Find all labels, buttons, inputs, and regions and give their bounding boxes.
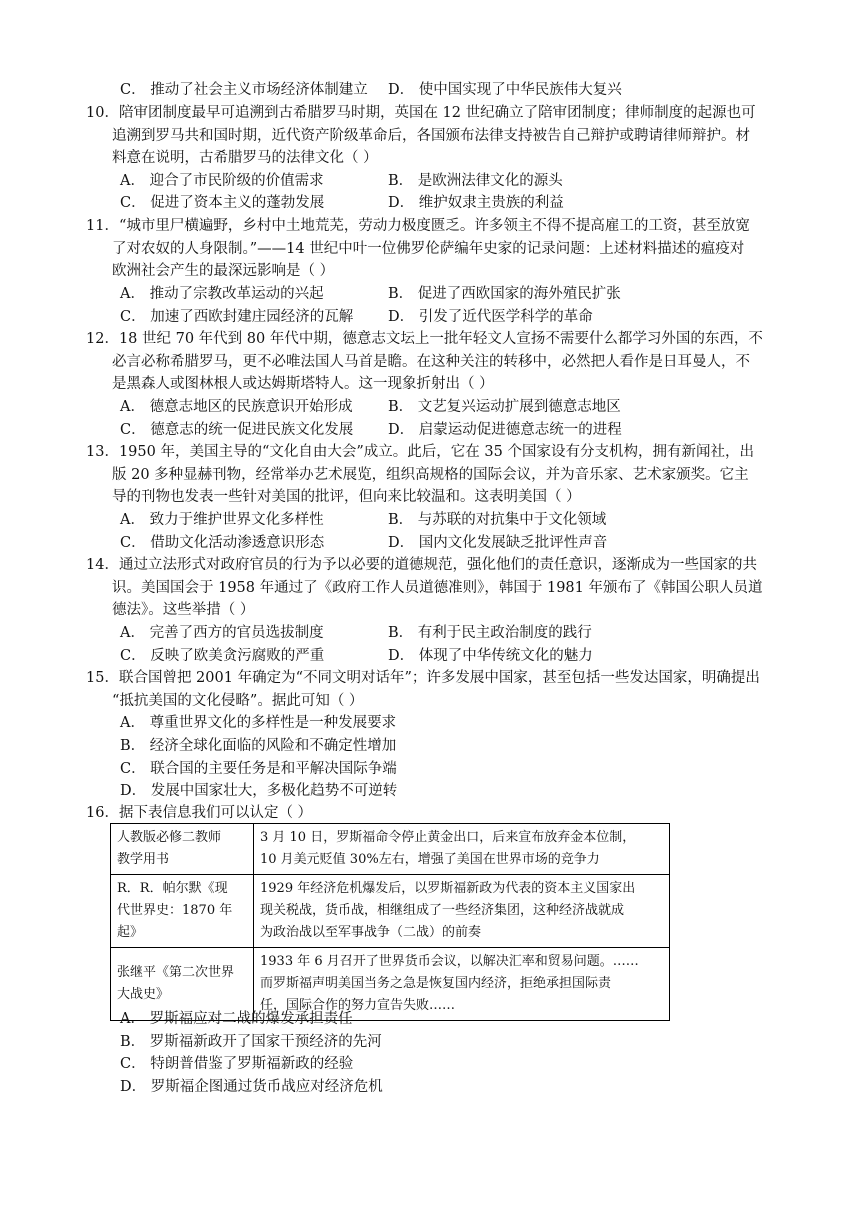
q16-option-a: A． 罗斯福应对二战的爆发承担责任	[120, 1011, 353, 1027]
q16-option-d: D． 罗斯福企图通过货币战应对经济危机	[120, 1079, 383, 1095]
q15-stem-line-2: “抵抗美国的文化侵略”。据此可知（ ）	[112, 693, 364, 709]
table-row	[111, 824, 670, 875]
q12-stem-line-1: 12．18 世纪 70 年代到 80 年代中期，德意志文坛上一批年轻文人宣扬不需要什么都学习外国的东西，不	[86, 331, 763, 347]
q15-option-d: D． 发展中国家壮大，多极化趋势不可逆转	[120, 783, 398, 799]
q14-option-c: C． 反映了欧美贪污腐败的严重	[120, 648, 325, 664]
table-cell-source: R．R．帕尔默《现 代世界史：1870 年 起》	[111, 875, 254, 948]
q9-option-c: C． 推动了社会主义市场经济体制建立	[120, 82, 368, 98]
q13-option-a: A． 致力于维护世界文化多样性	[120, 512, 324, 528]
q11-option-d: D． 引发了近代医学科学的革命	[388, 309, 593, 325]
q12-stem-line-3: 是黑森人或图林根人或达姆斯塔特人。这一现象折射出（ ）	[112, 376, 494, 392]
q11-stem-line-1: 11．“城市里尸横遍野，乡村中土地荒芜，劳动力极度匮乏。许多领主不得不提高雇工的工资，甚至放宽	[86, 218, 750, 234]
table-cell-content: 1929 年经济危机爆发后，以罗斯福新政为代表的资本主义国家出 现关税战，货币战，相继组成了一些经济集团，这种经济战就成 为政治战以至军事战争（二战）的前奏	[254, 875, 670, 948]
q10-option-d: D． 维护奴隶主贵族的利益	[388, 195, 564, 211]
q16-source-table	[110, 823, 670, 1021]
q11-stem-line-2: 了对农奴的人身限制。”——14 世纪中叶一位佛罗伦萨编年史家的记录问题：上述材料描述的瘟疫对	[112, 241, 745, 257]
q13-option-d: D． 国内文化发展缺乏批评性声音	[388, 535, 608, 551]
q16-stem: 16．据下表信息我们可以认定（ ）	[86, 805, 313, 821]
q13-stem-line-1: 13．1950 年，美国主导的“文化自由大会”成立。此后，它在 35 个国家设有分支机构，拥有新闻社，出	[86, 444, 754, 460]
q16-option-b: B． 罗斯福新政开了国家干预经济的先河	[120, 1034, 382, 1050]
q14-option-b: B． 有利于民主政治制度的践行	[388, 625, 592, 641]
q13-option-c: C． 借助文化活动渗透意识形态	[120, 535, 325, 551]
q14-option-a: A． 完善了西方的官员选拔制度	[120, 625, 324, 641]
q15-stem-line-1: 15．联合国曾把 2001 年确定为“不同文明对话年”；许多发展中国家，甚至包括一些发达国家，明确提出	[86, 670, 760, 686]
q13-stem-line-3: 导的刊物也发表一些针对美国的批评，但向来比较温和。这表明美国（ ）	[112, 489, 581, 505]
table-cell-source: 人教版必修二教师 教学用书	[111, 824, 254, 875]
q14-stem-line-1: 14．通过立法形式对政府官员的行为予以必要的道德规范，强化他们的责任意识，逐渐成为一些国家的共	[86, 557, 757, 573]
q15-option-a: A． 尊重世界文化的多样性是一种发展要求	[120, 715, 397, 731]
q14-stem-line-2: 识。美国国会于 1958 年通过了《政府工作人员道德准则》，韩国于 1981 年颁布了《韩国公职人员道	[112, 580, 763, 596]
q9-option-d: D． 使中国实现了中华民族伟大复兴	[388, 82, 622, 98]
q16-option-c: C． 特朗普借鉴了罗斯福新政的经验	[120, 1056, 354, 1072]
q14-option-d: D． 体现了中华传统文化的魅力	[388, 648, 593, 664]
q10-option-a: A． 迎合了市民阶级的价值需求	[120, 173, 324, 189]
q11-option-b: B． 促进了西欧国家的海外殖民扩张	[388, 286, 621, 302]
q12-option-c: C． 德意志的统一促进民族文化发展	[120, 422, 354, 438]
table-row	[111, 875, 670, 948]
q15-option-b: B． 经济全球化面临的风险和不确定性增加	[120, 738, 397, 754]
q12-stem-line-2: 必言必称希腊罗马，更不必唯法国人马首是瞻。在这种关注的转移中，必然把人看作是日耳曼人，不	[112, 354, 750, 370]
q14-stem-line-3: 德法》。这些举措（ ）	[112, 602, 255, 618]
q11-option-a: A． 推动了宗教改革运动的兴起	[120, 286, 324, 302]
q10-stem-line-3: 料意在说明，古希腊罗马的法律文化（ ）	[112, 150, 378, 166]
q12-option-d: D． 启蒙运动促进德意志统一的进程	[388, 422, 622, 438]
q13-option-b: B． 与苏联的对抗集中于文化领域	[388, 512, 607, 528]
q12-option-a: A． 德意志地区的民族意识开始形成	[120, 399, 353, 415]
table-cell-content: 3 月 10 日，罗斯福命令停止黄金出口，后来宣布放弃金本位制， 10 月美元贬值 30%左右，增强了美国在世界市场的竞争力	[254, 824, 670, 875]
q10-stem-line-1: 10．陪审团制度最早可追溯到古希腊罗马时期，英国在 12 世纪确立了陪审团制度；律师制度的起源也可	[86, 105, 756, 121]
q12-option-b: B． 文艺复兴运动扩展到德意志地区	[388, 399, 621, 415]
table-cell-content: 1933 年 6 月召开了世界货币会议，以解决汇率和贸易问题。…… 而罗斯福声明美国当务之急是恢复国内经济，拒绝承担国际责 任，国际合作的努力宣告失败……	[254, 948, 670, 1021]
table-cell-source: 张继平《第二次世界 大战史》	[111, 948, 254, 1021]
q10-option-c: C． 促进了资本主义的蓬勃发展	[120, 195, 325, 211]
q10-option-b: B． 是欧洲法律文化的源头	[388, 173, 563, 189]
q10-stem-line-2: 追溯到罗马共和国时期，近代资产阶级革命后，各国颁布法律支持被告自己辩护或聘请律师辩护。材	[112, 128, 750, 144]
q11-stem-line-3: 欧洲社会产生的最深远影响是（ ）	[112, 263, 335, 279]
q13-stem-line-2: 版 20 多种显赫刊物，经常举办艺术展览，组织高规格的国际会议，并为音乐家、艺术家颁奖。它主	[112, 467, 749, 483]
q11-option-c: C． 加速了西欧封建庄园经济的瓦解	[120, 309, 354, 325]
q15-option-c: C． 联合国的主要任务是和平解决国际争端	[120, 761, 397, 777]
